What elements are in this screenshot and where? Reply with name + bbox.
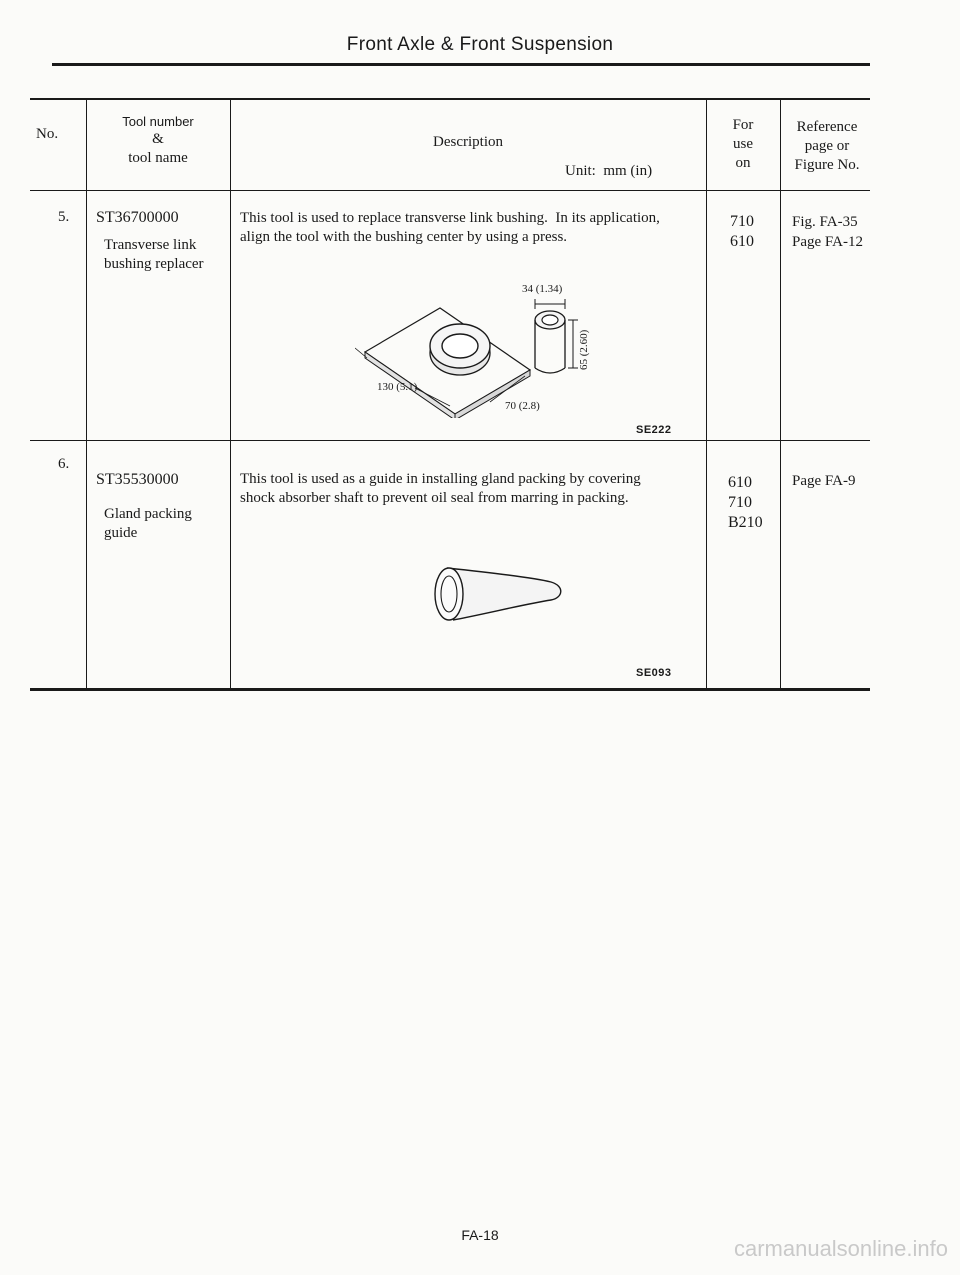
row5-use-line1: 710	[730, 213, 754, 230]
transverse-link-bushing-replacer-figure	[355, 278, 625, 418]
header-tool-line3: tool name	[128, 150, 188, 166]
header-ref-line2: page or	[804, 138, 850, 154]
row-divider	[30, 440, 870, 441]
header-tool-line1: Tool number	[122, 114, 194, 129]
row6-use-line2: 710	[728, 494, 752, 511]
dim-height-label: 65 (2.60)	[578, 329, 590, 370]
row5-tool-number: ST36700000	[96, 209, 179, 226]
col-divider-use	[780, 98, 781, 690]
header-unit: Unit: mm (in)	[565, 163, 653, 179]
row5-no: 5.	[58, 209, 70, 225]
row5-description-line2: align the tool with the bushing center by using a press.	[240, 229, 568, 245]
header-use-line3: on	[735, 155, 751, 171]
header-ref-line1: Reference	[796, 119, 858, 135]
header-rule	[52, 63, 870, 66]
row6-no: 6.	[58, 456, 70, 472]
row6-tool-name-line1: Gland packing	[104, 506, 192, 522]
row5-tool-name-line2: bushing replacer	[104, 256, 204, 272]
header-tool-line2: &	[152, 131, 164, 147]
row6-figure-code: SE093	[636, 667, 672, 679]
header-bottom-border	[30, 190, 870, 191]
page-number: FA-18	[461, 1227, 499, 1243]
row5-figure-code: SE222	[636, 424, 672, 436]
col-divider-no	[86, 98, 87, 690]
watermark: carmanualsonline.info	[733, 1236, 948, 1261]
row6-description-line2: shock absorber shaft to prevent oil seal from marring in packing.	[240, 490, 629, 506]
header-no: No.	[36, 126, 59, 142]
row5-use-line2: 610	[730, 233, 754, 250]
header-use-line1: For	[732, 117, 754, 133]
table-bottom-border	[30, 688, 870, 691]
row5-description-line1: This tool is used to replace transverse link bushing. In its application,	[240, 210, 660, 226]
dim-length-label: 130 (5.1)	[377, 381, 418, 393]
row5-tool-name-line1: Transverse link	[104, 237, 197, 253]
row6-description-line1: This tool is used as a guide in installing gland packing by covering	[240, 471, 641, 487]
col-divider-desc	[706, 98, 707, 690]
row6-use-line1: 610	[728, 474, 752, 491]
row6-ref-line1: Page FA-9	[792, 473, 856, 489]
header-ref-line3: Figure No.	[794, 157, 860, 173]
page-header: Front Axle & Front Suspension	[346, 34, 614, 55]
col-divider-tool	[230, 98, 231, 690]
header-use-line2: use	[733, 136, 753, 152]
dim-top-label: 34 (1.34)	[522, 283, 563, 295]
row6-use-line3: B210	[728, 514, 763, 531]
table-top-border	[30, 98, 870, 100]
row6-tool-number: ST35530000	[96, 471, 179, 488]
dim-width-label: 70 (2.8)	[505, 400, 540, 412]
row6-tool-name-line2: guide	[104, 525, 138, 541]
header-description: Description	[433, 134, 503, 150]
row5-ref-line2: Page FA-12	[792, 234, 863, 250]
row5-ref-line1: Fig. FA-35	[792, 214, 858, 230]
gland-packing-guide-figure	[425, 560, 575, 630]
